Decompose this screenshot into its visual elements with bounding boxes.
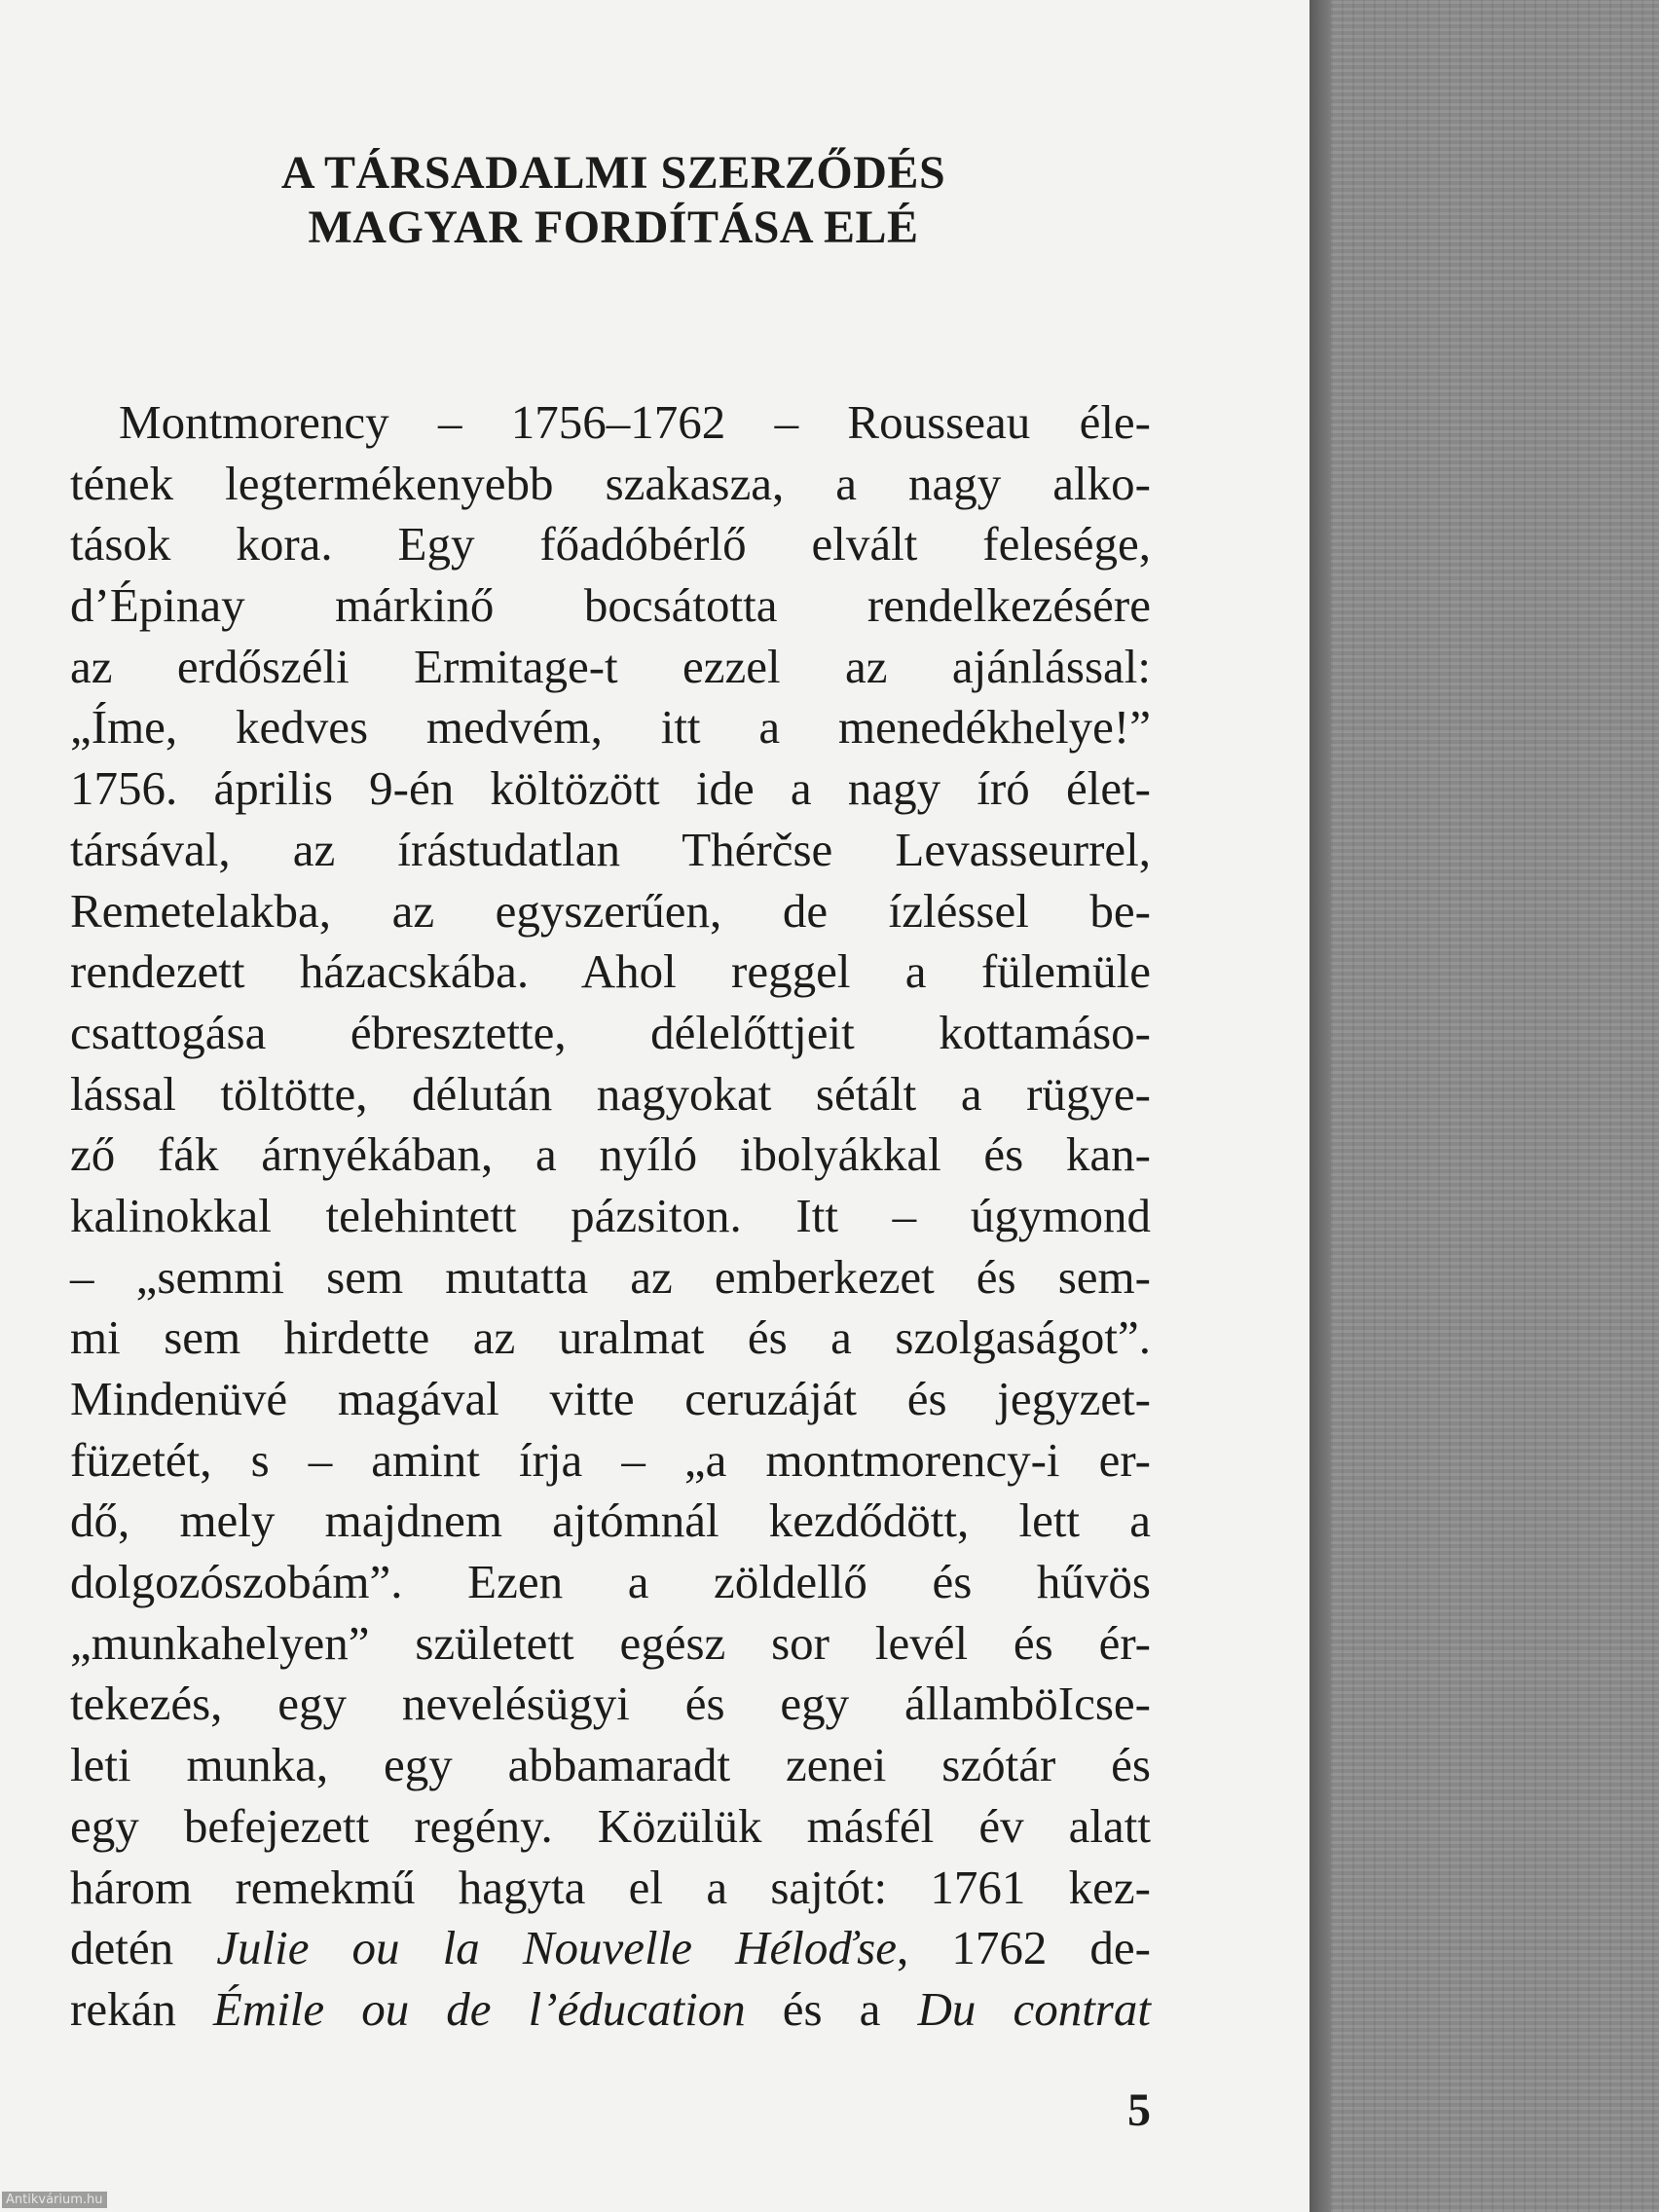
- text-segment: tének legtermékenyebb szakasza, a nagy alko-: [70, 456, 1151, 510]
- text-segment: mi sem hirdette az uralmat és a szolgaságot”.: [70, 1310, 1151, 1365]
- text-segment: füzetét, s – amint írja – „a montmorency-i er-: [70, 1432, 1151, 1487]
- text-segment: tekezés, egy nevelésügyi és egy államböIcse-: [70, 1677, 1151, 1731]
- text-line: [70, 637, 1151, 698]
- text-line: [70, 820, 1151, 881]
- text-line: [70, 1735, 1151, 1796]
- text-segment: – „semmi sem mutatta az emberkezet és sem-: [70, 1249, 1151, 1304]
- page-number: 5: [1127, 2084, 1151, 2136]
- background-surface: [1331, 0, 1659, 2212]
- italic-title: Du contrat: [917, 1981, 1151, 2036]
- text-line: [70, 1491, 1151, 1552]
- watermark: Antikvárium.hu: [2, 2192, 107, 2208]
- text-line: [70, 454, 1151, 515]
- text-segment: , 1762 de-: [896, 1921, 1151, 1975]
- text-line: [70, 1430, 1151, 1492]
- text-line: [70, 1674, 1151, 1735]
- text-segment: egy befejezett regény. Közülük másfél év alatt: [70, 1798, 1151, 1853]
- text-line: [70, 575, 1151, 637]
- text-segment: tások kora. Egy főadóbérlő elvált felesége,: [70, 517, 1151, 571]
- text-line: [70, 1796, 1151, 1858]
- text-line: [70, 1918, 1151, 1979]
- text-segment: három remekmű hagyta el a sajtót: 1761 kez-: [70, 1860, 1151, 1914]
- page-edge-shadow: [1309, 0, 1331, 2212]
- text-line: [70, 1613, 1151, 1675]
- text-line: [70, 1124, 1151, 1186]
- body-paragraph: [70, 392, 1151, 2041]
- italic-title: Julie ou la Nouvelle Héloďse: [216, 1921, 897, 1975]
- text-line: [70, 514, 1151, 575]
- text-line: [70, 1308, 1151, 1369]
- text-segment: „Íme, kedves medvém, itt a menedékhelye!”: [70, 700, 1151, 755]
- text-segment: leti munka, egy abbamaradt zenei szótár és: [70, 1738, 1151, 1792]
- text-segment: csattogása ébresztette, délelőttjeit kottamáso-: [70, 1005, 1151, 1059]
- text-segment: Montmorency – 1756–1762 – Rousseau éle-: [119, 395, 1151, 449]
- text-line: [70, 941, 1151, 1003]
- text-line: [70, 881, 1151, 942]
- text-segment: dolgozószobám”. Ezen a zöldellő és hűvös: [70, 1555, 1151, 1609]
- text-segment: 1756. április 9-én költözött ide a nagy író élet-: [70, 761, 1151, 816]
- title-line-2: MAGYAR FORDÍTÁSA ELÉ: [308, 202, 919, 253]
- text-line: [70, 697, 1151, 758]
- text-line: [70, 1247, 1151, 1309]
- text-segment: társával, az írástudatlan Thérčse Levasseurrel,: [70, 822, 1151, 876]
- text-line: [70, 1979, 1151, 2041]
- chapter-title: [58, 146, 1168, 255]
- text-line: [70, 1369, 1151, 1430]
- text-line: [70, 392, 1151, 454]
- text-segment: az erdőszéli Ermitage-t ezzel az ajánlással:: [70, 639, 1151, 693]
- title-line-1: A TÁRSADALMI SZERZŐDÉS: [280, 147, 946, 199]
- text-line: [70, 1064, 1151, 1125]
- text-segment: detén: [70, 1921, 217, 1975]
- text-line: [70, 1858, 1151, 1919]
- text-segment: rendezett házacskába. Ahol reggel a fülemüle: [70, 944, 1151, 999]
- text-segment: Remetelakba, az egyszerűen, de ízléssel be-: [70, 883, 1151, 938]
- text-segment: és a: [745, 1981, 918, 2036]
- text-segment: kalinokkal telehintett pázsiton. Itt – úgymond: [70, 1188, 1151, 1242]
- text-segment: Mindenüvé magával vitte ceruzáját és jegyzet-: [70, 1372, 1151, 1425]
- text-segment: d’Épinay márkinő bocsátotta rendelkezésére: [70, 578, 1151, 633]
- text-line: [70, 1186, 1151, 1247]
- text-line: [70, 758, 1151, 820]
- text-segment: rekán: [70, 1981, 213, 2036]
- text-segment: dő, mely majdnem ajtómnál kezdődött, lett a: [70, 1493, 1151, 1548]
- text-segment: ző fák árnyékában, a nyíló ibolyákkal és kan-: [70, 1127, 1151, 1182]
- text-line: [70, 1552, 1151, 1613]
- italic-title: Émile ou de l’éducation: [212, 1981, 746, 2036]
- text-segment: lással töltötte, délután nagyokat sétált a rügye-: [70, 1066, 1151, 1121]
- text-line: [70, 1003, 1151, 1064]
- text-segment: „munkahelyen” született egész sor levél és ér-: [70, 1615, 1151, 1670]
